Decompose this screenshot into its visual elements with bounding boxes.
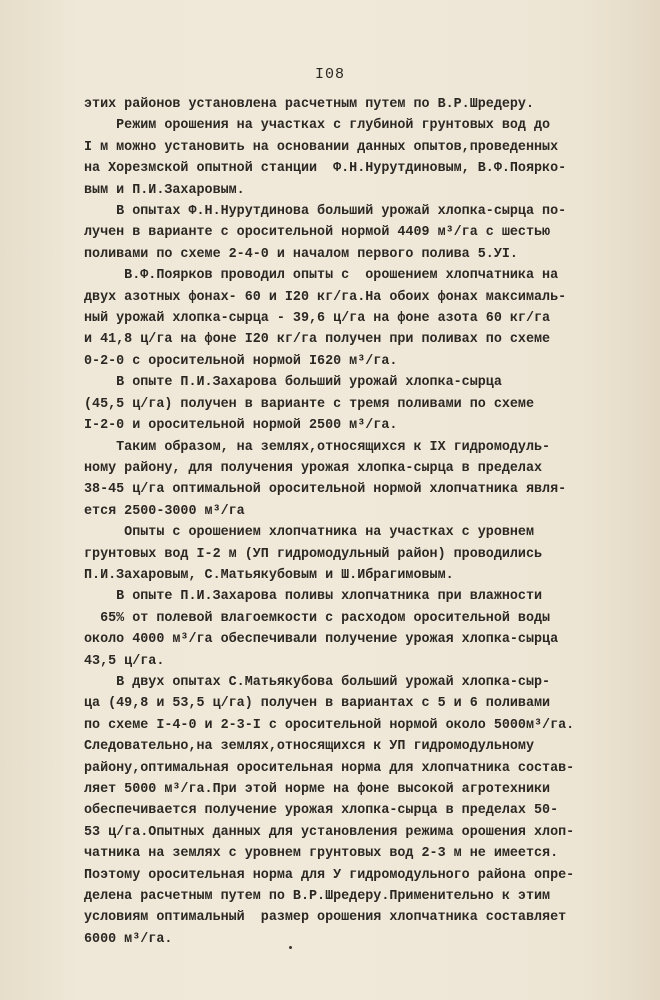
text-line: делена расчетным путем по В.Р.Шредеру.Применительно к этим [84, 889, 551, 905]
text-line: ца (49,8 и 53,5 ц/га) получен в вариантах с 5 и 6 поливами [84, 696, 551, 712]
text-line: I-2-0 и оросительной нормой 2500 м³/га. [84, 418, 398, 434]
text-line: около 4000 м³/га обеспечивали получение урожая хлопка-сырца [84, 632, 559, 648]
text-line: обеспечивается получение урожая хлопка-сырца в пределах 50- [84, 803, 559, 819]
text-line: Поэтому оросительная норма для У гидромодульного района опре- [84, 867, 575, 883]
body-text [84, 94, 604, 950]
text-line: В опыте П.И.Захарова больший урожай хлопка-сырца [84, 375, 502, 391]
text-line: 65% от полевой влагоемкости с расходом оросительной воды [84, 610, 551, 626]
text-line: вым и П.И.Захаровым. [84, 182, 245, 198]
text-line: району,оптимальная оросительная норма для хлопчатника состав- [84, 760, 575, 776]
text-line: грунтовых вод I-2 м (УП гидромодульный район) проводились [84, 546, 543, 562]
text-line: лучен в варианте с оросительной нормой 4409 м³/га с шестью [84, 225, 551, 241]
text-line: В опыте П.И.Захарова поливы хлопчатника при влажности [84, 589, 543, 605]
text-line: 38-45 ц/га оптимальной оросительной нормой хлопчатника явля- [84, 482, 567, 498]
text-line: 43,5 ц/га. [84, 653, 165, 669]
text-line: ляет 5000 м³/га.При этой норме на фоне высокой агротехники [84, 782, 551, 797]
text-line: Режим орошения на участках с глубиной грунтовых вод до [84, 118, 551, 134]
text-line: I м можно установить на основании данных опытов,проведенных [84, 139, 559, 155]
text-line: двух азотных фонах- 60 и I20 кг/га.На обоих фонах максималь- [84, 289, 567, 305]
text-line: П.И.Захаровым, С.Матьякубовым и Ш.Ибрагимовым. [84, 567, 454, 583]
text-line: условиям оптимальный размер орошения хлопчатника составляет [84, 910, 567, 926]
text-line: и 41,8 ц/га на фоне I20 кг/га получен при поливах по схеме [84, 332, 551, 348]
text-line: В двух опытах С.Матьякубова больший урожай хлопка-сыр- [84, 674, 551, 690]
text-line: этих районов установлена расчетным путем по В.Р.Шредеру. [84, 97, 534, 112]
text-line: 53 ц/га.Опытных данных для установления режима орошения хлоп- [84, 824, 575, 840]
text-line: ный урожай хлопка-сырца - 39,6 ц/га на фоне азота 60 кг/га [84, 311, 551, 327]
text-line: В.Ф.Поярков проводил опыты с орошением хлопчатника на [84, 268, 559, 284]
text-line: Следовательно,на землях,относящихся к УП гидромодульному [84, 739, 534, 755]
text-line: на Хорезмской опытной станции Ф.Н.Нурутдиновым, В.Ф.Поярко- [84, 161, 567, 177]
text-line: 6000 м³/га. [84, 931, 173, 947]
text-line: ному району, для получения урожая хлопка-сырца в пределах [84, 460, 543, 476]
text-line: чатника на землях с уровнем грунтовых вод 2-3 м не имеется. [84, 846, 559, 862]
page-number: I08 [314, 66, 345, 83]
ink-dot [289, 946, 292, 949]
text-line: ется 2500-3000 м³/га [84, 503, 245, 519]
text-line: по схеме I-4-0 и 2-3-I с оросительной нормой около 5000м³/га. [84, 717, 575, 733]
text-line: 0-2-0 с оросительной нормой I620 м³/га. [84, 353, 398, 369]
text-line: В опытах Ф.Н.Нурутдинова больший урожай хлопка-сырца по- [84, 204, 567, 220]
text-line: Опыты с орошением хлопчатника на участках с уровнем [84, 525, 534, 541]
text-line: Таким образом, на землях,относящихся к IX гидромодуль- [84, 439, 551, 455]
text-line: (45,5 ц/га) получен в варианте с тремя поливами по схеме [84, 396, 534, 412]
text-line: поливами по схеме 2-4-0 и началом первого полива 5.УI. [84, 246, 518, 262]
